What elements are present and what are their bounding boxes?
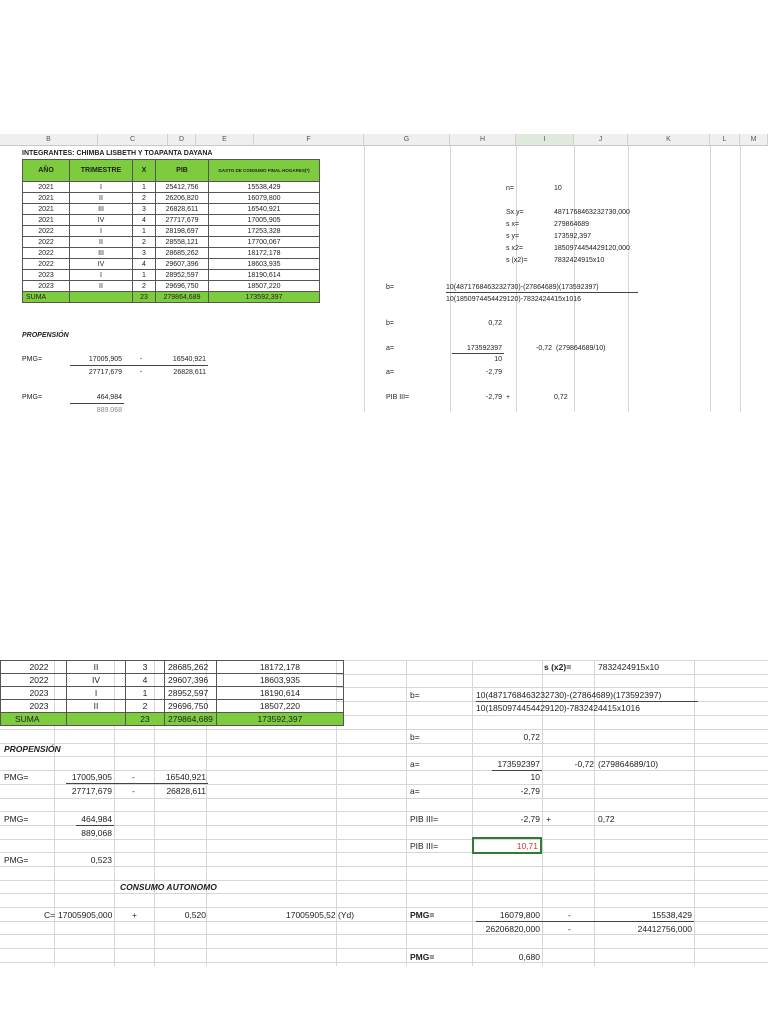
column-header-F[interactable]: F <box>254 134 364 146</box>
table-cell[interactable]: 2021 <box>23 182 70 193</box>
a-paren[interactable]: (279864689/10) <box>556 345 606 352</box>
propension-title: PROPENSIÓN <box>22 332 69 339</box>
pmg2-den-bottom[interactable]: 889,068 <box>81 828 112 838</box>
a2-label[interactable]: a= <box>386 369 394 376</box>
table-cell[interactable]: 2023 <box>23 270 70 281</box>
table-cell[interactable]: I <box>70 270 133 281</box>
a-term-bottom[interactable]: -0,72 <box>574 759 594 769</box>
c-value[interactable]: 17005905,000 <box>58 910 113 920</box>
pib1-label-bottom[interactable]: PIB III= <box>410 814 439 824</box>
data-table-bottom <box>0 660 344 726</box>
b2-value-bottom[interactable]: 0,72 <box>523 732 540 742</box>
pmg4-minus-bottom: - <box>568 910 571 920</box>
table-row <box>1 700 344 713</box>
column-header-D[interactable]: D <box>168 134 196 146</box>
column-header-E[interactable]: E <box>196 134 254 146</box>
table-cell[interactable]: 18603,935 <box>209 259 320 270</box>
table-cell[interactable]: IV <box>67 674 126 687</box>
suma-x-bottom[interactable]: 23 <box>126 713 165 726</box>
column-header-I[interactable]: I <box>516 134 574 146</box>
table-cell[interactable]: 2022 <box>23 259 70 270</box>
stat-value[interactable]: 279864689 <box>554 221 590 228</box>
pmg1-den-b-bottom[interactable]: 26828,611 <box>166 786 206 796</box>
pmg1-num-b[interactable]: 16540,921 <box>172 356 206 363</box>
table-cell[interactable]: 3 <box>126 661 165 674</box>
suma-x[interactable]: 23 <box>133 292 156 303</box>
b-numerator[interactable]: 10(4871768463232730)-(27864689)(173592397) <box>446 284 599 291</box>
a-denominator-bottom[interactable]: 10 <box>530 772 540 782</box>
table-cell[interactable]: III <box>70 204 133 215</box>
table-cell[interactable]: III <box>70 248 133 259</box>
a-label[interactable]: a= <box>386 345 394 352</box>
table-cell[interactable]: 28558,121 <box>156 237 209 248</box>
column-header-C[interactable]: C <box>98 134 168 146</box>
b2-label[interactable]: b= <box>386 320 394 327</box>
table-row <box>1 674 344 687</box>
table-row <box>23 237 320 248</box>
stat-label[interactable]: s x2= <box>506 245 523 252</box>
table-cell[interactable]: 1 <box>126 687 165 700</box>
table-row <box>23 248 320 259</box>
table-row <box>1 661 344 674</box>
pmg3-label-bottom[interactable]: PMG= <box>4 855 29 865</box>
table-row <box>23 215 320 226</box>
stat-label[interactable]: s x= <box>506 221 520 228</box>
pmg2-num-bottom[interactable]: 464,984 <box>81 814 112 824</box>
pmg1-den-minus-bottom: - <box>132 786 135 796</box>
table-cell[interactable]: 28952,597 <box>156 270 209 281</box>
table-row <box>1 687 344 700</box>
stat-value[interactable]: 10 <box>554 185 562 192</box>
table-cell[interactable]: I <box>67 687 126 700</box>
table-row <box>23 270 320 281</box>
c-plus: + <box>132 910 137 920</box>
table-cell[interactable]: 2022 <box>23 237 70 248</box>
stat-label[interactable]: Sx.y= <box>506 209 524 216</box>
stat-value[interactable]: 173592,397 <box>554 233 591 240</box>
table-cell[interactable]: 4 <box>126 674 165 687</box>
b-denominator[interactable]: 10(1850974454429120)-7832424415x1016 <box>446 296 582 303</box>
pmg1-minus-bottom: - <box>132 772 135 782</box>
table-cell[interactable]: 18190,614 <box>209 270 320 281</box>
table-cell[interactable]: 26206,820 <box>156 193 209 204</box>
a-paren-bottom[interactable]: (279864689/10) <box>598 759 659 769</box>
stat-label[interactable]: s (x2)= <box>506 257 528 264</box>
pib2-label-bottom[interactable]: PIB III= <box>410 841 439 851</box>
table-row <box>23 182 320 193</box>
table-cell[interactable]: 1 <box>133 226 156 237</box>
pib-label[interactable]: PIB III= <box>386 394 410 401</box>
table-cell[interactable]: IV <box>70 259 133 270</box>
table-cell[interactable]: 2023 <box>1 687 67 700</box>
table-cell[interactable]: I <box>70 226 133 237</box>
pib-plus: + <box>506 394 511 401</box>
column-header-B[interactable]: B <box>0 134 98 146</box>
pmg5-label-bottom[interactable]: PMG= <box>410 952 435 962</box>
suma-empty[interactable] <box>70 292 133 303</box>
table-cell[interactable]: 2021 <box>23 193 70 204</box>
table-cell[interactable]: 15538,429 <box>209 182 320 193</box>
propension-title-bottom: PROPENSIÓN <box>4 744 61 754</box>
c-yd[interactable]: 17005905,52 (Yd) <box>286 910 355 920</box>
table-cell[interactable]: 2021 <box>23 215 70 226</box>
stat-value[interactable]: 4871768463232730,000 <box>554 209 630 216</box>
suma-label[interactable]: SUMA <box>23 292 70 303</box>
b-label-bottom[interactable]: b= <box>410 690 420 700</box>
sx2-label-bottom[interactable]: s (x2)= <box>544 662 572 672</box>
stat-label[interactable]: n= <box>506 185 514 192</box>
table-cell[interactable]: 2021 <box>23 204 70 215</box>
table-cell[interactable]: 16079,800 <box>209 193 320 204</box>
table-cell[interactable]: 18507,220 <box>209 281 320 292</box>
pmg1-minus: - <box>140 356 143 363</box>
table-cell[interactable]: II <box>67 661 126 674</box>
pmg1-num-a[interactable]: 17005,905 <box>88 356 122 363</box>
pib1-b-bottom[interactable]: 0,72 <box>598 814 615 824</box>
pmg2-den-cut[interactable]: 889,068 <box>96 407 122 412</box>
a-numerator[interactable]: 173592397 <box>466 345 502 352</box>
table-cell[interactable]: I <box>70 182 133 193</box>
table-cell[interactable]: 26828,611 <box>156 204 209 215</box>
table-cell[interactable]: 28685,262 <box>165 661 217 674</box>
column-header-G[interactable]: G <box>364 134 450 146</box>
b-denominator-bottom[interactable]: 10(1850974454429120)-7832424415x1016 <box>476 703 641 713</box>
consumo-autonomo-title: CONSUMO AUTONOMO <box>120 882 217 892</box>
a-term[interactable]: -0,72 <box>536 345 552 352</box>
stat-value[interactable]: 7832424915x10 <box>554 257 605 264</box>
table-cell[interactable]: 4 <box>133 259 156 270</box>
pmg1-label-bottom[interactable]: PMG= <box>4 772 29 782</box>
pmg1-den-minus: - <box>140 369 143 376</box>
a-numerator-bottom[interactable]: 173592397 <box>497 759 540 769</box>
a-label-bottom[interactable]: a= <box>410 759 420 769</box>
pmg5-value-bottom[interactable]: 0,680 <box>518 952 540 962</box>
pmg1-den-b[interactable]: 26828,611 <box>173 369 206 376</box>
table-cell[interactable]: 1 <box>133 182 156 193</box>
top-spreadsheet-panel <box>0 134 768 412</box>
header-gasto[interactable]: GASTO DE CONSUMO FINAL HOGARES(*) <box>209 160 320 182</box>
table-cell[interactable]: 17005,905 <box>209 215 320 226</box>
stat-value[interactable]: 1850974454429120,000 <box>554 245 630 252</box>
table-row <box>23 193 320 204</box>
table-cell[interactable]: II <box>70 281 133 292</box>
table-cell[interactable]: 2023 <box>23 281 70 292</box>
pib1-plus-bottom: + <box>546 814 551 824</box>
table-cell[interactable]: 18190,614 <box>216 687 343 700</box>
table-cell[interactable]: 28685,262 <box>156 248 209 259</box>
pmg3-value-bottom[interactable]: 0,523 <box>90 855 112 865</box>
table-cell[interactable]: 25412,756 <box>156 182 209 193</box>
pmg2-label[interactable]: PMG= <box>22 394 43 401</box>
header-pib[interactable]: PIB <box>156 160 209 182</box>
table-cell[interactable]: 4 <box>133 215 156 226</box>
table-cell[interactable]: 2022 <box>1 674 67 687</box>
table-cell[interactable]: 28198,697 <box>156 226 209 237</box>
pmg4-den-b-bottom[interactable]: 24412756,000 <box>637 924 692 934</box>
table-row <box>23 259 320 270</box>
column-header-H[interactable]: H <box>450 134 516 146</box>
suma-label-bottom[interactable]: SUMA <box>1 713 67 726</box>
b2-label-bottom[interactable]: b= <box>410 732 420 742</box>
table-cell[interactable]: 29607,396 <box>165 674 217 687</box>
column-header-K[interactable]: K <box>628 134 710 146</box>
pmg4-label-bottom[interactable]: PMG= <box>410 910 435 920</box>
table-cell[interactable]: 2 <box>133 193 156 204</box>
suma-empty-bottom[interactable] <box>67 713 126 726</box>
table-cell[interactable]: 27717,679 <box>156 215 209 226</box>
sx2-value-bottom[interactable]: 7832424915x10 <box>598 662 659 672</box>
pmg4-num-b-bottom[interactable]: 15538,429 <box>651 910 692 920</box>
table-cell[interactable]: 29696,750 <box>156 281 209 292</box>
table-row <box>23 226 320 237</box>
header-trimestre[interactable]: TRIMESTRE <box>70 160 133 182</box>
table-cell[interactable]: IV <box>70 215 133 226</box>
table-cell[interactable]: II <box>70 237 133 248</box>
pmg2-num[interactable]: 464,984 <box>96 394 122 401</box>
table-cell[interactable]: 29607,396 <box>156 259 209 270</box>
header-ano[interactable]: AÑO <box>23 160 70 182</box>
data-table-top <box>22 159 320 303</box>
pmg1-label[interactable]: PMG= <box>22 356 43 363</box>
table-row <box>23 281 320 292</box>
bottom-spreadsheet-panel <box>0 660 768 966</box>
table-cell[interactable]: II <box>70 193 133 204</box>
c-label[interactable]: C= <box>44 910 56 920</box>
table-cell[interactable]: 2 <box>126 700 165 713</box>
suma-pib-bottom[interactable]: 279864,689 <box>165 713 217 726</box>
column-header-L[interactable]: L <box>710 134 740 146</box>
table-cell[interactable]: 2023 <box>1 700 67 713</box>
table-row <box>23 204 320 215</box>
table-cell[interactable]: 1 <box>133 270 156 281</box>
table-cell[interactable]: 2022 <box>23 226 70 237</box>
suma-gasto[interactable]: 173592,397 <box>209 292 320 303</box>
pib1-a-bottom[interactable]: -2,79 <box>520 814 540 824</box>
integrantes-label: INTEGRANTES: CHIMBA LISBETH Y TOAPANTA DAYANA <box>22 150 213 157</box>
table-cell[interactable]: 2 <box>133 237 156 248</box>
table-cell[interactable]: 18507,220 <box>216 700 343 713</box>
a2-value[interactable]: -2,79 <box>486 369 502 376</box>
column-header-M[interactable]: M <box>740 134 768 146</box>
a-denominator[interactable]: 10 <box>494 356 502 363</box>
table-cell[interactable]: II <box>67 700 126 713</box>
table-cell[interactable]: 2022 <box>1 661 67 674</box>
table-cell[interactable]: 3 <box>133 248 156 259</box>
table-cell[interactable]: 29696,750 <box>165 700 217 713</box>
pmg4-num-a-bottom[interactable]: 16079,800 <box>499 910 540 920</box>
pib2-value-bottom[interactable]: 10,71 <box>516 841 538 851</box>
pmg4-den-minus-bottom: - <box>568 924 571 934</box>
b-label[interactable]: b= <box>386 284 394 291</box>
table-cell[interactable]: 3 <box>133 204 156 215</box>
stat-label[interactable]: s y= <box>506 233 520 240</box>
pib-a[interactable]: -2,79 <box>486 394 502 401</box>
header-x[interactable]: X <box>133 160 156 182</box>
a2-label-bottom[interactable]: a= <box>410 786 420 796</box>
pmg2-label-bottom[interactable]: PMG= <box>4 814 29 824</box>
pmg1-num-a-bottom[interactable]: 17005,905 <box>71 772 112 782</box>
pmg1-den-a[interactable]: 27717,679 <box>88 369 122 376</box>
pmg4-den-a-bottom[interactable]: 26206820,000 <box>485 924 540 934</box>
table-cell[interactable]: 17700,067 <box>209 237 320 248</box>
pmg1-num-b-bottom[interactable]: 16540,921 <box>165 772 206 782</box>
c-coef[interactable]: 0,520 <box>184 910 206 920</box>
table-cell[interactable]: 28952,597 <box>165 687 217 700</box>
a2-value-bottom[interactable]: -2,79 <box>520 786 540 796</box>
table-cell[interactable]: 16540,921 <box>209 204 320 215</box>
table-cell[interactable]: 2 <box>133 281 156 292</box>
pib-b[interactable]: 0,72 <box>554 394 568 401</box>
b2-value[interactable]: 0,72 <box>488 320 502 327</box>
table-cell[interactable]: 18603,935 <box>216 674 343 687</box>
suma-gasto-bottom[interactable]: 173592,397 <box>216 713 343 726</box>
table-cell[interactable]: 18172,178 <box>209 248 320 259</box>
suma-pib[interactable]: 279864,689 <box>156 292 209 303</box>
b-numerator-bottom[interactable]: 10(4871768463232730)-(27864689)(173592397) <box>476 690 662 700</box>
pmg1-den-a-bottom[interactable]: 27717,679 <box>71 786 112 796</box>
table-cell[interactable]: 18172,178 <box>216 661 343 674</box>
table-cell[interactable]: 17253,328 <box>209 226 320 237</box>
table-cell[interactable]: 2022 <box>23 248 70 259</box>
column-header-J[interactable]: J <box>574 134 628 146</box>
